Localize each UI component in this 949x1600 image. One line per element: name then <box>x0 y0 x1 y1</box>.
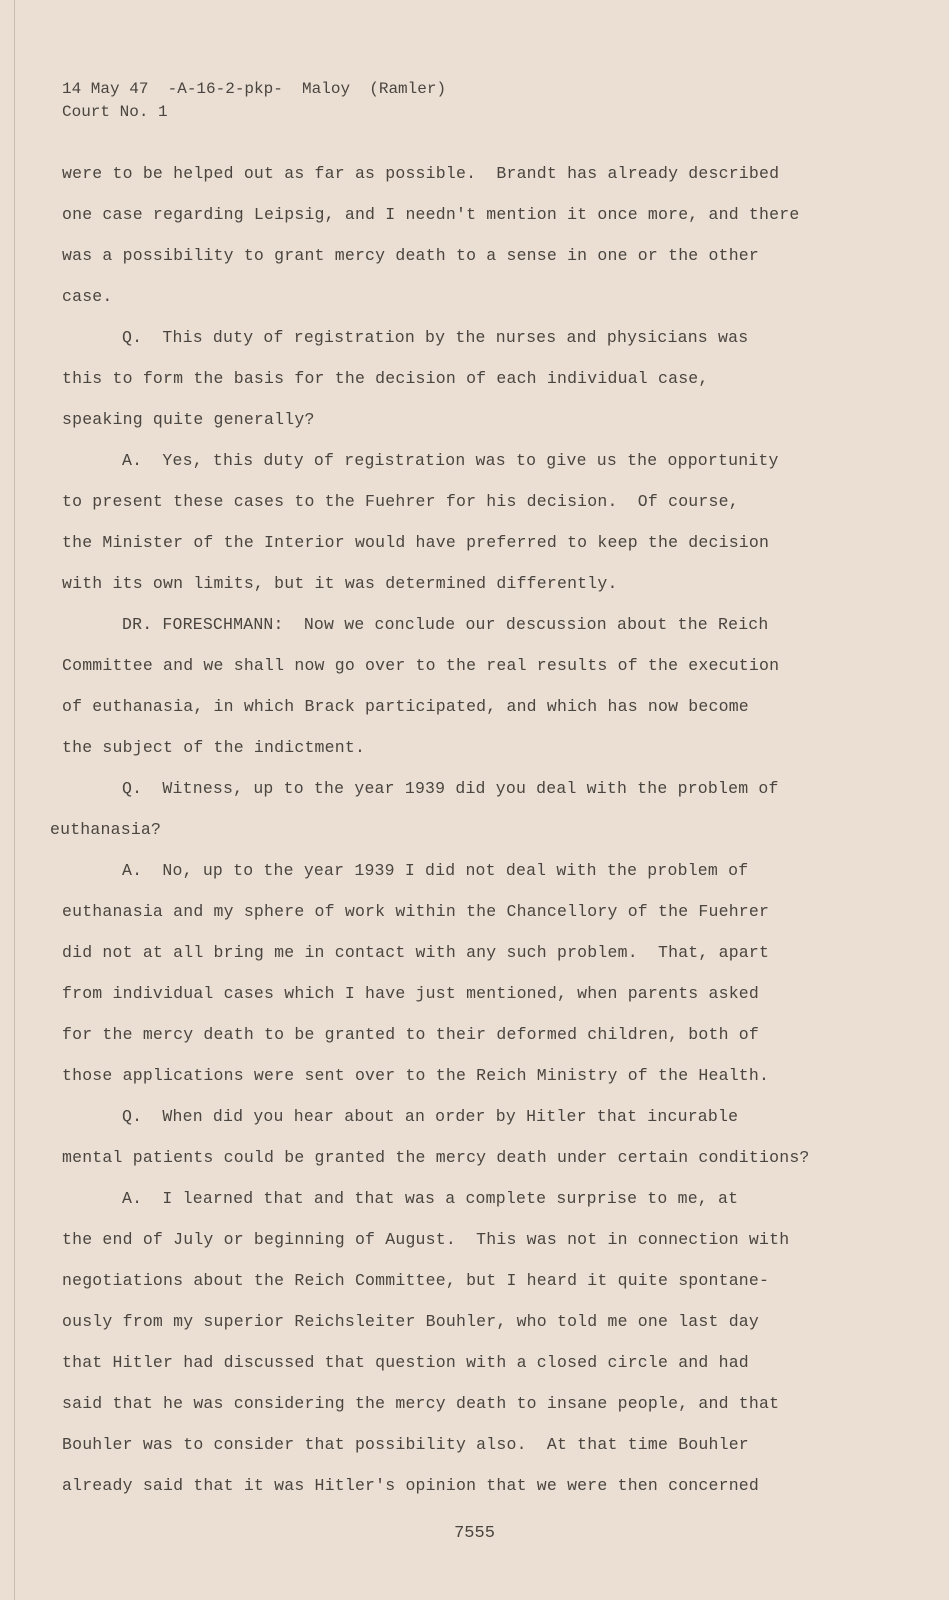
text-line: the end of July or beginning of August. This was not in connection with <box>62 1230 790 1249</box>
text-line: euthanasia and my sphere of work within the Chancellory of the Fuehrer <box>62 902 770 921</box>
text-line: ously from my superior Reichsleiter Bouhler, who told me one last day <box>62 1312 760 1331</box>
text-line: was a possibility to grant mercy death to a sense in one or the other <box>62 246 760 265</box>
text-line: that Hitler had discussed that question with a closed circle and had <box>62 1353 749 1372</box>
header-line-1: 14 May 47 -A-16-2-pkp- Maloy (Ramler) <box>62 80 447 98</box>
text-line: from individual cases which I have just mentioned, when parents asked <box>62 984 760 1003</box>
transcript-body <box>50 153 862 1506</box>
text-line: to present these cases to the Fuehrer for his decision. Of course, <box>62 492 739 511</box>
text-line: one case regarding Leipsig, and I needn't mention it once more, and there <box>62 205 800 224</box>
text-line: already said that it was Hitler's opinion that we were then concerned <box>62 1476 760 1495</box>
text-line: did not at all bring me in contact with any such problem. That, apart <box>62 943 770 962</box>
text-line: Q. Witness, up to the year 1939 did you deal with the problem of <box>122 779 779 798</box>
text-line: of euthanasia, in which Brack participated, and which has now become <box>62 697 749 716</box>
page-header <box>62 78 446 124</box>
header-line-2: Court No. 1 <box>62 103 168 121</box>
text-line: Q. This duty of registration by the nurses and physicians was <box>122 328 749 347</box>
text-line: the subject of the indictment. <box>62 738 366 757</box>
text-line: this to form the basis for the decision of each individual case, <box>62 369 709 388</box>
text-line: case. <box>62 287 113 306</box>
page-number: 7555 <box>454 1524 495 1543</box>
text-line: speaking quite generally? <box>62 410 315 429</box>
text-line: the Minister of the Interior would have preferred to keep the decision <box>62 533 770 552</box>
text-line: with its own limits, but it was determined differently. <box>62 574 618 593</box>
text-line: for the mercy death to be granted to their deformed children, both of <box>62 1025 760 1044</box>
text-line: Bouhler was to consider that possibility also. At that time Bouhler <box>62 1435 749 1454</box>
text-line: A. I learned that and that was a complete surprise to me, at <box>122 1189 739 1208</box>
text-line: A. Yes, this duty of registration was to give us the opportunity <box>122 451 779 470</box>
text-line: those applications were sent over to the Reich Ministry of the Health. <box>62 1066 770 1085</box>
page-edge-binding <box>14 0 21 1600</box>
text-line: A. No, up to the year 1939 I did not deal with the problem of <box>122 861 749 880</box>
text-line: DR. FORESCHMANN: Now we conclude our descussion about the Reich <box>122 615 769 634</box>
text-line: were to be helped out as far as possible. Brandt has already described <box>62 164 780 183</box>
text-line: euthanasia? <box>50 820 162 839</box>
text-line: mental patients could be granted the mercy death under certain conditions? <box>62 1148 810 1167</box>
text-line: Committee and we shall now go over to the real results of the execution <box>62 656 780 675</box>
text-line: negotiations about the Reich Committee, but I heard it quite spontane- <box>62 1271 770 1290</box>
text-line: Q. When did you hear about an order by Hitler that incurable <box>122 1107 739 1126</box>
text-line: said that he was considering the mercy death to insane people, and that <box>62 1394 780 1413</box>
